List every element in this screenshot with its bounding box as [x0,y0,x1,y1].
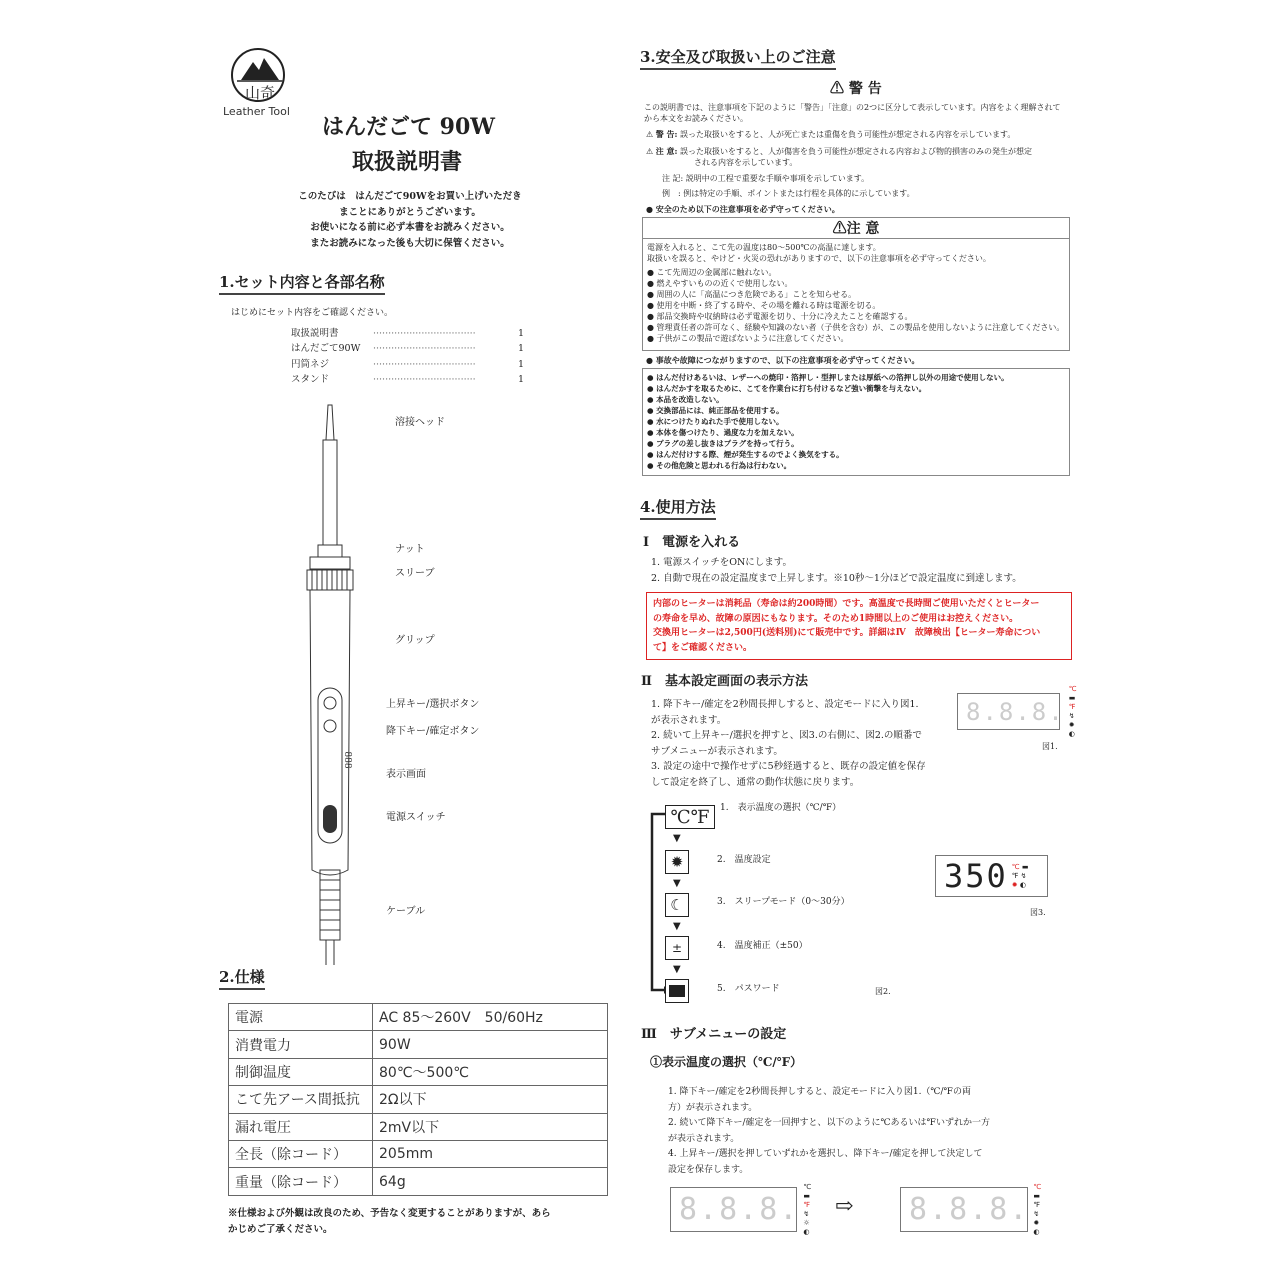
warning-icon: ⚠ [646,130,654,139]
mountain-icon [233,50,285,102]
list-item: 取扱説明書 ·································· 1 [291,328,525,339]
part-label: ケーブル [386,906,426,917]
s1-heading: Ⅰ 電源を入れる [643,535,741,550]
doc-subtitle: 取扱説明書 [352,149,463,175]
part-label: ナット [395,544,425,555]
list-item: 円筒ネジ ·································· 1 [291,358,525,370]
part-label: 上昇キー/選択ボタン [386,699,480,710]
soldering-iron-illustration [290,400,370,970]
arrow-right-icon: ⇨ [835,1194,854,1219]
s3-heading: Ⅲ サブメニューの設定 [641,1027,787,1042]
table-row: 電源 AC 85〜260V 50/60Hz [229,1004,608,1031]
heater-note: 内部のヒーターは消耗品（寿命は約200時間）です。高温度で長時間ご使用いただくとヒーター の寿命を早め、故障の原因にもなります。そのため1時間以上のご使用はお控えください。 交換用ヒーターは2,500円(送料別)にて販売中です。詳細はⅣ 故障検出【ヒーター寿命につい て】をご確認ください。 [646,592,1072,660]
section3-heading: 3.安全及び取扱い上のご注意 [640,46,836,70]
section2-heading: 2.仕様 [219,966,265,990]
arrow-down-icon: ▼ [673,921,681,932]
table-row: こて先アース間抵抗 2Ω以下 [229,1086,608,1113]
part-label: 溶接ヘッド [395,417,445,428]
legend: ⚠ 警 告: 誤った取扱いをすると、人が死亡または重傷を負う可能性が想定される内容を示しています。 ⚠ 注 意: 誤った取扱いをすると、人が傷害を負う可能性が想定される内容および物的損害のみの発生が想定 される内容を示しています。 注 記: 説明中の工程で重要な手順や事項を示しています。 例 : 例は特定の手順、ポイントまたは行程を具体的に示しています。 [646,129,1033,198]
section4-heading: 4.使用方法 [640,496,716,520]
accident-lead: ● 事故や故障につながりますので、以下の注意事項を必ず守ってください。 [646,355,920,365]
fig1-caption: 図1. [1042,742,1058,751]
arrow-down-icon: ▼ [673,833,681,844]
display: 888 [342,751,352,769]
list-item: スタンド ·································· 1 [291,373,525,385]
part-label: 表示画面 [386,769,426,780]
spec-note: ※仕様および外観は改良のため、予告なく変更することがありますが、あら かじめご了承ください。 [228,1208,551,1235]
doc-title: はんだごて 90W [322,114,495,140]
s3-subheading: ①表示温度の選択（℃/℉） [650,1055,803,1069]
warning-title: ⚠ 警 告 [830,81,882,97]
power-switch [323,805,337,833]
sleeve [307,570,353,590]
thermometer-plus-minus-icon: ± [665,936,689,960]
caution-title: ⚠注 意 [643,218,1069,239]
up-key [324,697,336,709]
fig1-display: 8.8.8. ℃ ▬ ℉ ↯ ✹ ◐ [957,693,1060,730]
s2-heading: Ⅱ 基本設定画面の表示方法 [641,674,808,689]
s1-lines: 1. 電源スイッチをONにします。 2. 自動で現在の設定温度まで上昇します。※10秒〜1分ほどで設定温度に到達します。 [651,557,1022,584]
fahrenheit-display: 8.8.8. ℃ ▬ ℉ ↯ ☼ ◐ [670,1187,797,1232]
password-icon [665,979,689,1003]
part-label: スリーブ [395,568,435,579]
s3-lines: 1. 降下キー/確定を2秒間長押しすると、設定モードに入り図1.（℃/℉の両 方）が表示されます。 2. 続いて降下キー/確定を一回押すと、以下のように℃あるいは℉いずれか一方 が表示されます。 4. 上昇キー/選択を押していずれかを選択し、降下キー/確定を押して決定して 設定を保存します。 [668,1087,990,1175]
section1-lead: はじめにセット内容をご確認ください。 [231,308,394,318]
fig3-caption: 図3. [1030,908,1046,917]
logo-glyph: 山奇 [244,84,276,102]
nut [318,545,342,557]
logo-text: Leather Tool [223,105,290,118]
table-row: 消費電力 90W [229,1031,608,1058]
s2-lines: 1. 降下キー/確定を2秒間長押しすると、設定モードに入り図1. が表示されます。 2. 続いて上昇キー/選択を押すと、図3.の右側に、図2.の順番で サブメニューが表示されます。 3. 設定の途中で操作せずに5秒経過すると、既存の設定値を保存 して設定を終了し、通常の動作状態に戻ります。 [651,699,926,788]
arrow-down-icon: ▼ [673,964,681,975]
table-row: 漏れ電圧 2mV以下 [229,1113,608,1140]
spec-table [228,1003,608,1196]
part-label: 降下キー/確定ボタン [386,726,480,737]
list-item: はんだごて90W ·································· 1 [291,343,525,355]
celsius-display: 8.8.8. ℃ ▬ ℉ ↯ ✹ ◐ [900,1187,1028,1232]
part-label: グリップ [395,635,435,646]
caution-box: ⚠注 意 電源を入れると、こて先の温度は80〜500℃の高温に達します。 取扱いを誤ると、やけど・火災の恐れがありますので、以下の注意事項を必ず守ってください。 ● こて先周辺の金属部に触れない。 ● 燃えやすいものの近くで使用しない。 ● 周囲の人に「高温につき危険である」ことを知らせる。 ● 使用を中断・終了する時や、その場を離れる時は電源を切る。 ● 部品交換時や収納時は必ず電源を切り、十分に冷えたことを確認する。 ● 管理責任者の許可なく、経験や知識のない者（子供を含む）が、この製品を使用しないように注意してください。 ● 子供がこの製品で遊ばないように注意してください。 [642,217,1070,351]
celsius-fahrenheit-icon: ℃℉ [665,805,715,829]
caution-icon: ⚠ [832,221,847,237]
table-row: 制御温度 80℃〜500℃ [229,1058,608,1085]
accident-box: ● はんだ付けあるいは、レザーへの焼印・箔押し・型押しまたは厚紙への箔押し以外の用途で使用しない。 ● はんだかすを取るために、こてを作業台に打ち付けるなど強い衝撃を与えない。 ● 本品を改造しない。 ● 交換部品には、純正部品を使用する。 ● 水につけたりぬれた手で使用しない。 ● 本体を傷つけたり、過度な力を加えない。 ● プラグの差し抜きはプラグを持って行う。 ● はんだ付けする際、煙が発生するのでよく換気をする。 ● その他危険と思われる行為は行わない。 [642,368,1070,476]
warning-icon: ⚠ [830,81,844,97]
arrow-down-icon: ▼ [673,878,681,889]
down-key [324,720,336,732]
table-row: 全長（除コード） 205mm [229,1140,608,1167]
intro: このたびは はんだごて90Wをお買い上げいただき まことにありがとうございます。 お使いになる前に必ず本書をお読みください。 またお読みになった後も大切に保管ください。 [298,191,522,249]
part-label: 電源スイッチ [386,812,446,823]
fig3-display: 350 ℃ ▬ ℉ ↯ ✹ ◐ [935,855,1048,897]
safety-lead: ● 安全のため以下の注意事項を必ず守ってください。 [646,204,840,214]
moon-star-icon: ☾ [665,893,689,917]
sun-icon: ✹ [665,850,689,874]
contents-list [291,326,524,387]
table-row: 重量（除コード） 64g [229,1168,608,1195]
logo [231,48,285,102]
section3-intro: この説明書では、注意事項を下記のように「警告」「注意」の2つに区分して表示しています。内容をよく理解されて から本文をお読みください。 [644,103,1061,123]
fig2-caption: 図2. [875,987,891,996]
section1-heading: 1.セット内容と各部名称 [219,271,385,295]
caution-icon: ⚠ [646,147,654,156]
